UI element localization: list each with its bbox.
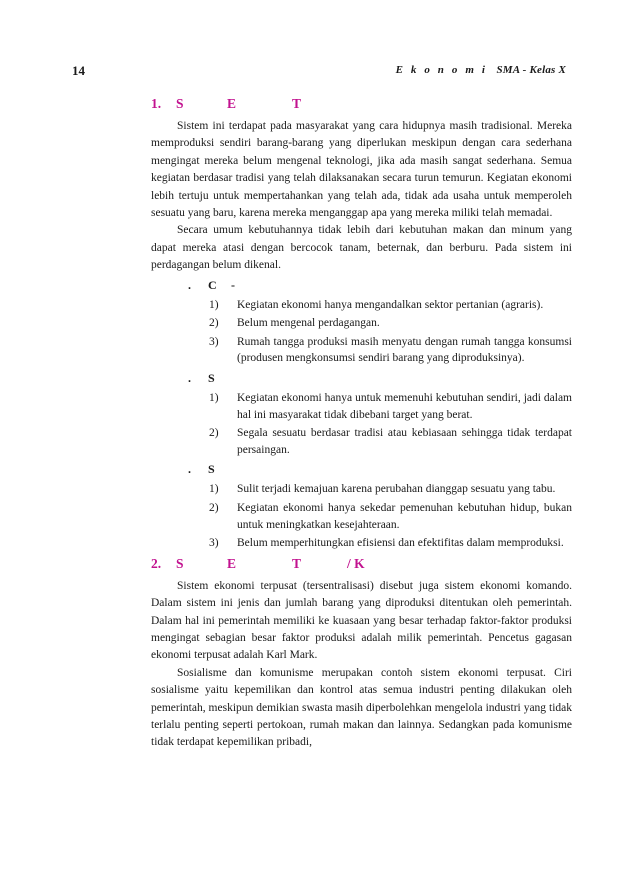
running-header-subject: E k o n o m i xyxy=(395,64,488,76)
section-2-letter-4: / K xyxy=(347,555,365,571)
section-1-number: 1. xyxy=(151,96,162,111)
list-item-text: Belum memperhitungkan efisiensi dan efektifitas dalam memproduksi. xyxy=(237,537,564,550)
list-item-number: 3) xyxy=(209,537,219,550)
subsection-a-list xyxy=(151,297,572,367)
list-item xyxy=(151,297,572,314)
running-header xyxy=(396,64,566,76)
list-item-text: Belum mengenal perdagangan. xyxy=(237,317,380,330)
subsection-b-letter-1: S xyxy=(208,371,215,386)
list-item xyxy=(151,390,572,423)
section-2-number: 2. xyxy=(151,555,162,571)
list-item xyxy=(151,535,572,552)
subsection-c-dot: . xyxy=(188,462,191,477)
subsection-b-heading xyxy=(151,371,572,390)
section-1-paragraph-2: Secara umum kebutuhannya tidak lebih dari kebutuhan makan dan minum yang dapat mereka atasi dengan bercocok tanam, beternak, dan berburu. Pada sistem ini perdagangan belum dikenal. xyxy=(151,224,572,272)
list-item-number: 2) xyxy=(209,427,219,440)
subsection-c-list xyxy=(151,481,572,551)
section-2-letter-2: E xyxy=(227,555,237,571)
list-item-number: 1) xyxy=(209,392,219,405)
section-1-letter-2: E xyxy=(227,96,237,111)
list-item-text: Segala sesuatu berdasar tradisi atau kebiasaan sehingga tidak terdapat persaingan. xyxy=(237,427,572,456)
list-item xyxy=(151,481,572,498)
subsection-b-list xyxy=(151,390,572,458)
list-item-number: 2) xyxy=(209,317,219,330)
section-2-letter-3: T xyxy=(292,555,302,571)
section-2-letter-1: S xyxy=(176,555,184,571)
subsection-c-letter-1: S xyxy=(208,462,215,477)
running-header-book: SMA - Kelas X xyxy=(496,64,566,76)
section-1-heading xyxy=(151,96,572,118)
list-item xyxy=(151,425,572,458)
list-item-number: 1) xyxy=(209,298,219,311)
section-2-paragraph-1: Sistem ekonomi terpusat (tersentralisasi) disebut juga sistem ekonomi komando. Dalam sistem ini jenis dan jumlah barang yang diproduksi ditentukan oleh pemerintah. Dalam hal ini pemerintah memiliki ke kuasaan yang besar terhadap faktor-faktor produksi mengingat sebagian besar faktor produksi adalah milik pemerintah. Pencetus gagasan ekonomi terpusat adalah Karl Mark. xyxy=(151,579,572,662)
subsection-a-letter-2: - xyxy=(231,277,235,292)
page-number: 14 xyxy=(72,63,85,78)
section-1-letter-1: S xyxy=(176,96,184,111)
section-2-paragraph-2: Sosialisme dan komunisme merupakan contoh sistem ekonomi terpusat. Ciri sosialisme yaitu kepemilikan dan kontrol atas semua industri penting dilakukan oleh pemerintah, meskipun demikian swasta masih diperbolehkan mengelola industri yang tidak terlalu penting seperti pertokoan, rumah makan dan lainnya. Sedangkan pada komunisme tidak terdapat kepemilikan pribadi, xyxy=(151,666,572,749)
subsection-c-heading xyxy=(151,462,572,481)
section-1-letter-3: T xyxy=(292,96,302,111)
subsection-b-dot: . xyxy=(188,371,191,386)
subsection-a-heading xyxy=(151,278,572,297)
list-item-number: 3) xyxy=(209,335,219,348)
list-item-number: 2) xyxy=(209,502,219,514)
list-item-text: Rumah tangga produksi masih menyatu dengan rumah tangga konsumsi (produsen mengkonsumsi sendiri barang yang diproduksinya). xyxy=(237,335,572,365)
section-1-paragraph-1: Sistem ini terdapat pada masyarakat yang cara hidupnya masih tradisional. Mereka memproduksi sendiri barang-barang yang diperlukan meskipun dengan cara sederhana mengingat mereka belum mengenal teknologi, jika ada masih sangat sederhana. Semua kegiatan berdasar tradisi yang telah dilaksanakan secara turun temurun. Kegiatan ekonomi lebih tertuju untuk mempertahankan yang telah ada, tidak ada usaha untuk memperoleh sesuatu yang baru, karena mereka menganggap apa yang mereka miliki telah memadai. xyxy=(151,120,572,220)
list-item-text: Sulit terjadi kemajuan karena perubahan dianggap sesuatu yang tabu. xyxy=(237,483,556,496)
list-item-text: Kegiatan ekonomi hanya mengandalkan sektor pertanian (agraris). xyxy=(237,298,544,311)
list-item xyxy=(151,315,572,332)
list-item-text: Kegiatan ekonomi hanya untuk memenuhi kebutuhan sendiri, jadi dalam hal ini masyarakat tidak dibebani target yang berat. xyxy=(237,392,572,421)
section-2-heading xyxy=(151,556,572,578)
subsection-a-dot: . xyxy=(188,277,191,292)
subsection-a-letter-1: C xyxy=(208,277,217,292)
list-item xyxy=(151,334,572,367)
list-item-text: Kegiatan ekonomi hanya sekedar pemenuhan kebutuhan hidup, bukan untuk meningkatkan kesejahteraan. xyxy=(237,502,572,531)
list-item-number: 1) xyxy=(209,483,219,496)
page-content xyxy=(151,96,572,752)
list-item xyxy=(151,500,572,533)
